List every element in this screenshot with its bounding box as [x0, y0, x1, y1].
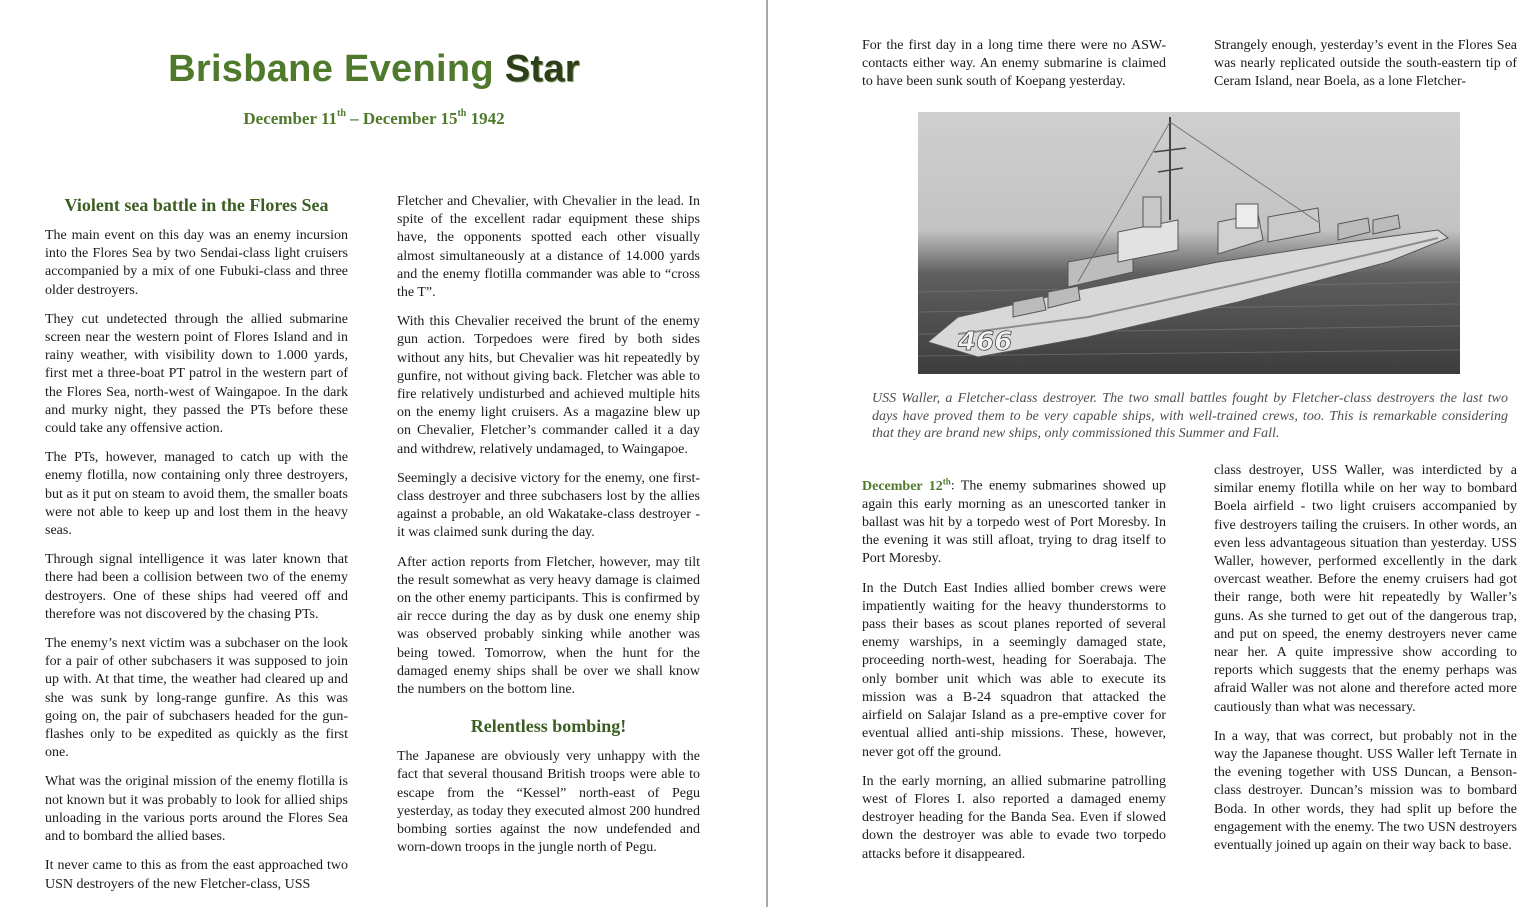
article-paragraph: It never came to this as from the east approached two USN destroyers of the new Fletcher-class, USS	[45, 858, 348, 892]
dateline-start: December 11	[243, 109, 337, 128]
article-headline-bombing: Relentless bombing!	[470, 716, 627, 737]
article-paragraph: In the early morning, an allied submarine patrolling west of Flores I. also reported a damaged enemy destroyer heading for the Banda Sea. Even if slowed down the destroyer was able to evade two torpedo attacks before it disappeared.	[862, 773, 1166, 862]
article-paragraph: The enemy’s next victim was a subchaser on the look for a pair of other subchasers it was supposed to join up with. At that time, the weather had cleared up and she was sunk by long-range gunfire. As this was going on, the pair of subchasers headed for the gun-flashes only to be expedited as quickly as the first one.	[45, 636, 348, 761]
article-paragraph: In a way, that was correct, but probably not in the way the Japanese thought. USS Waller left Ternate in the evening together with USS Duncan, a Benson-class destroyer. Duncan’s mission was to bombard Boda. In other words, they had split up before the engagement with the enemy. The two USN destroyers eventually joined up again on their way back to base.	[1214, 728, 1517, 854]
article-paragraph: Through signal intelligence it was later known that there had been a collision between two of the enemy destroyers. One of these ships had veered off and therefore was not discovered by the chasing PTs.	[45, 552, 348, 622]
dec12-paragraph-1	[862, 472, 1166, 569]
dec12-paragraph-1-text: : The enemy submarines showed up again this early morning as an unescorted tanker in ballast was hit by a torpedo west of Port Moresby. In the evening it was still afloat, trying to drag itself to Port Moresby.	[862, 478, 1166, 567]
dateline-year: 1942	[466, 109, 505, 128]
dateline-end: December 15	[362, 109, 458, 128]
article-paragraph: Seemingly a decisive victory for the enemy, one first-class destroyer and three subchasers lost by the allies against a probable, an old Wakatake-class destroyer - it was claimed sunk during the day.	[397, 470, 700, 541]
hull-number-text: 466	[958, 327, 1013, 357]
article-paragraph: Fletcher and Chevalier, with Chevalier in the lead. In spite of the excellent radar equipment these ships have, the opponents spotted each other visually almost simultaneously at a distance of 14.000 yards and the enemy flotilla commander was able to “cross the T”.	[397, 194, 700, 301]
article-headline-flores: Violent sea battle in the Flores Sea	[64, 195, 329, 215]
article-paragraph: class destroyer, USS Waller, was interdicted by a similar enemy flotilla while on her way to bombard Boela airfield - two light cruisers accompanied by five destroyers tailing the cruisers. In other words, an even less advantageous situation than yesterday. USS Waller, however, performed excellently in the dark overcast weather. Before the enemy cruisers had got their range, both were hit repeatedly by Waller’s guns. As she turned to get out of the dangerous trap, and put on speed, the enemy destroyers never came near her. A quite impressive show according to reports which suggests that the enemy perhaps was afraid Waller was not alone and therefore acted more cautiously than what was necessary.	[1214, 463, 1517, 715]
article-column-3-bottom	[862, 472, 1166, 875]
article-column-1	[45, 194, 348, 905]
issue-dateline	[100, 109, 648, 129]
dateline-start-sup: th	[337, 108, 346, 119]
article-column-4-bottom	[1214, 462, 1517, 866]
article-paragraph: After action reports from Fletcher, however, may tilt the result somewhat as very heavy damage is claimed on the other enemy participants. This is confirmed by air recce during the day as by dusk one enemy ship was observed probably sinking while another was being towed. Tomorrow, when the hunt for the damaged enemy ships shall be over we shall know the numbers on the bottom line.	[397, 554, 700, 698]
destroyer-photo	[918, 112, 1460, 374]
article-paragraph: The Japanese are obviously very unhappy with the fact that several thousand British troops were able to escape from the “Kessel” north-east of Pegu yesterday, as today they executed almost 200 hundred bombing sorties against the now undefended and worn-down troops in the jungle north of Pegu.	[397, 749, 700, 856]
article-paragraph: They cut undetected through the allied submarine screen near the western point of Flores Island and in rainy weather, with visibility down to 1.000 yards, first met a three-boat PT patrol in the western part of the Flores Sea, north-west of Waingapoe. In the dark and murky night, they passed the PTs before these could take any offensive action.	[45, 311, 348, 437]
newspaper-masthead	[100, 48, 648, 91]
dec12-label	[862, 476, 951, 494]
article-paragraph: The PTs, however, managed to catch up with the enemy flotilla, now containing only three destroyers, but as it put on steam to avoid them, the smaller boats were not able to keep up and lost them in the heavy seas.	[45, 450, 348, 539]
article-paragraph: What was the original mission of the enemy flotilla is not known but it was probably to look for allied ships unloading in the various ports around the Flores Sea and to bombard the allied bases.	[45, 774, 348, 845]
dateline-end-sup: th	[457, 108, 467, 119]
article-paragraph: In the Dutch East Indies allied bomber crews were impatiently waiting for the heavy thunderstorms to pass their bases as scout planes reported of several enemy warships, in a seemingly damaged state, proceeding north-west, heading for Soerabaja. The only bomber unit which was able to execute its mission was a B-24 squadron that attacked the airfield on Salajar Island as a pre-emptive cover for eventual allied anti-ship missions. These, however, never got off the ground.	[862, 580, 1166, 760]
article-paragraph: The main event on this day was an enemy incursion into the Flores Sea by two Sendai-class light cruisers accompanied by a mix of one Fubuki-class and three older destroyers.	[45, 228, 348, 298]
article-column-2	[397, 193, 700, 869]
article-column-3-top	[862, 37, 1166, 103]
article-paragraph: For the first day in a long time there were no ASW-contacts either way. An enemy submarine is claimed to have been sunk south of Koepang yesterday.	[862, 38, 1166, 90]
article-paragraph: With this Chevalier received the brunt of the enemy gun action. Torpedoes were fired by both sides without any hits, but Chevalier was hit repeatedly by gunfire, not without giving back. Fletcher was able to fire relatively undisturbed and achieved multiple hits on the enemy light cruisers. As a magazine blew up on Chevalier, Fletcher’s commander called it a day and withdrew, relatively undamaged, to Waingapoe.	[397, 314, 700, 457]
article-paragraph: Strangely enough, yesterday’s event in the Flores Sea was nearly replicated outside the south-eastern tip of Ceram Island, near Boela, as a lone Fletcher-	[1214, 38, 1517, 90]
dec12-label-text: December 12	[862, 478, 943, 494]
dateline-separator: –	[345, 109, 363, 128]
page-spread-divider	[766, 0, 768, 907]
photo-caption: USS Waller, a Fletcher-class destroyer. The two small battles fought by Fletcher-class destroyers the last two days have proved them to be very capable ships, with well-trained crews, too. This is remarkable considering that they are brand new ships, only commissioned this Summer and Fall.	[872, 391, 1508, 441]
article-column-4-top	[1214, 37, 1517, 103]
dec12-label-sup: th	[942, 476, 951, 486]
masthead-title-star: Star	[504, 48, 580, 90]
masthead-title-main: Brisbane Evening	[168, 48, 494, 90]
